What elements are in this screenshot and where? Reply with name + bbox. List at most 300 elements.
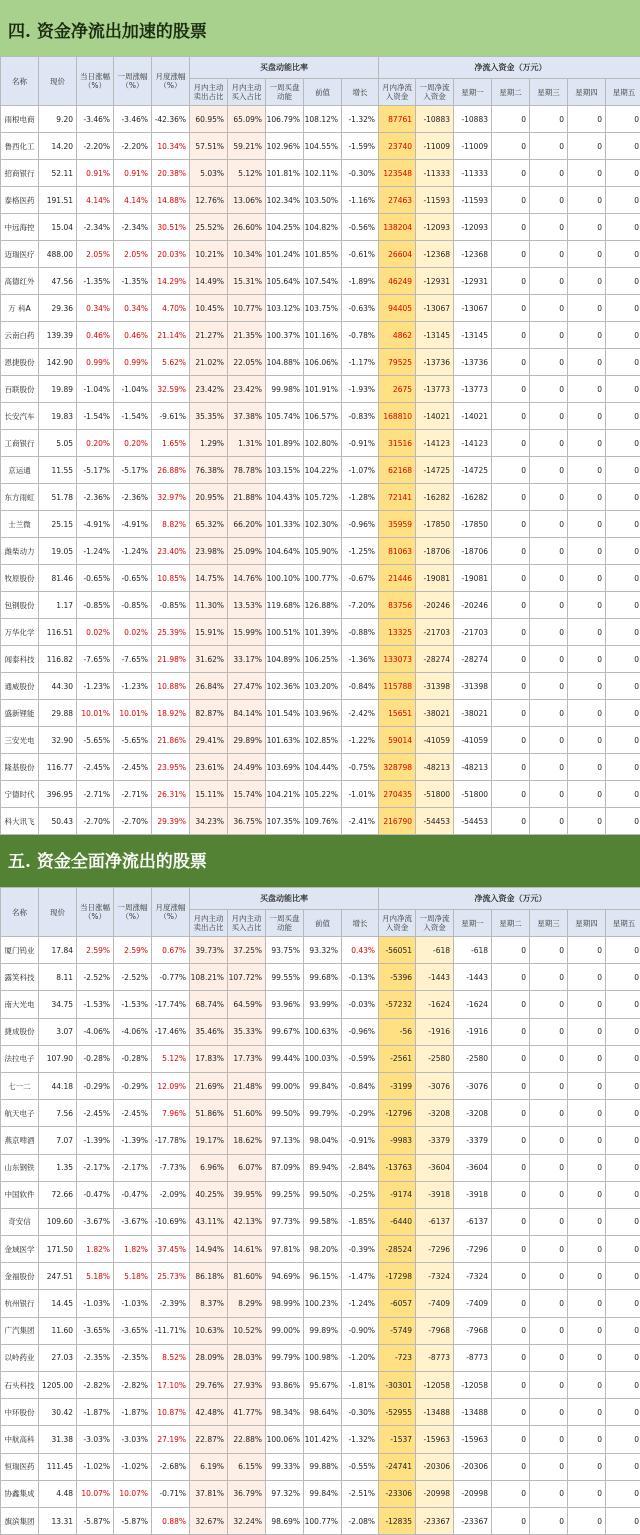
cell-week-buy-power: 99.79%: [266, 1344, 304, 1371]
table-row: [1, 538, 640, 565]
cell-month-change: 7.96%: [152, 1100, 190, 1127]
cell-wed: 0: [530, 1018, 568, 1045]
cell-name: 协鑫集成: [1, 1480, 39, 1507]
cell-name: 包钢股份: [1, 592, 39, 619]
cell-fri: 0: [606, 241, 640, 268]
cell-name: 石头科技: [1, 1372, 39, 1399]
cell-price: 17.84: [39, 937, 77, 964]
header-month-net: 月内净流入资金: [379, 910, 416, 937]
cell-week-net: -11009: [416, 133, 454, 160]
cell-tue: 0: [492, 937, 530, 964]
cell-thu: 0: [568, 457, 606, 484]
table-row: [1, 700, 640, 727]
cell-month-buy-ratio: 6.15%: [228, 1453, 266, 1480]
cell-name: 通威股份: [1, 673, 39, 700]
table-row: [1, 1317, 640, 1344]
cell-month-change: -0.77%: [152, 964, 190, 991]
cell-week-net: -3604: [416, 1154, 454, 1181]
cell-prev-value: 99.50%: [304, 1181, 342, 1208]
cell-thu: 0: [568, 430, 606, 457]
cell-week-change: -1.35%: [114, 268, 152, 295]
cell-month-buy-ratio: 107.72%: [228, 964, 266, 991]
cell-day-change: 2.05%: [77, 241, 114, 268]
cell-week-buy-power: 99.50%: [266, 1100, 304, 1127]
cell-fri: 0: [606, 349, 640, 376]
cell-month-change: 23.95%: [152, 754, 190, 781]
cell-day-change: 0.46%: [77, 322, 114, 349]
cell-growth: -0.84%: [342, 1072, 379, 1099]
cell-day-change: -3.03%: [77, 1426, 114, 1453]
cell-mon: -21703: [454, 619, 492, 646]
cell-month-sell-ratio: 10.21%: [190, 241, 228, 268]
cell-price: 247.51: [39, 1263, 77, 1290]
cell-mon: -19081: [454, 565, 492, 592]
cell-week-change: 0.46%: [114, 322, 152, 349]
cell-growth: -0.75%: [342, 754, 379, 781]
cell-day-change: -0.29%: [77, 1072, 114, 1099]
cell-mon: -11593: [454, 187, 492, 214]
cell-thu: 0: [568, 1399, 606, 1426]
cell-month-buy-ratio: 21.48%: [228, 1072, 266, 1099]
cell-month-sell-ratio: 31.62%: [190, 646, 228, 673]
cell-month-buy-ratio: 14.76%: [228, 565, 266, 592]
table-row: [1, 1236, 640, 1263]
cell-mon: -7296: [454, 1236, 492, 1263]
cell-month-sell-ratio: 39.73%: [190, 937, 228, 964]
cell-fri: 0: [606, 700, 640, 727]
cell-month-buy-ratio: 37.38%: [228, 403, 266, 430]
cell-mon: -8773: [454, 1344, 492, 1371]
cell-week-net: -20998: [416, 1480, 454, 1507]
cell-week-net: -7324: [416, 1263, 454, 1290]
cell-month-buy-ratio: 21.35%: [228, 322, 266, 349]
cell-month-net: 133073: [379, 646, 416, 673]
cell-month-net: -5749: [379, 1317, 416, 1344]
cell-month-sell-ratio: 14.49%: [190, 268, 228, 295]
cell-mon: -28274: [454, 646, 492, 673]
cell-week-change: -3.65%: [114, 1317, 152, 1344]
cell-month-buy-ratio: 1.31%: [228, 430, 266, 457]
cell-week-buy-power: 99.98%: [266, 376, 304, 403]
cell-prev-value: 102.85%: [304, 727, 342, 754]
cell-name: 长安汽车: [1, 403, 39, 430]
cell-thu: 0: [568, 349, 606, 376]
cell-day-change: -5.65%: [77, 727, 114, 754]
cell-day-change: -3.65%: [77, 1317, 114, 1344]
cell-mon: -3918: [454, 1181, 492, 1208]
cell-wed: 0: [530, 964, 568, 991]
cell-week-change: 4.14%: [114, 187, 152, 214]
cell-name: 中远海控: [1, 214, 39, 241]
cell-month-net: 81063: [379, 538, 416, 565]
cell-prev-value: 95.67%: [304, 1372, 342, 1399]
cell-week-net: -11333: [416, 160, 454, 187]
cell-name: 工商银行: [1, 430, 39, 457]
table-row: [1, 727, 640, 754]
cell-mon: -7324: [454, 1263, 492, 1290]
cell-month-net: -12796: [379, 1100, 416, 1127]
cell-week-change: -0.85%: [114, 592, 152, 619]
cell-month-net: -13763: [379, 1154, 416, 1181]
cell-price: 50.43: [39, 808, 77, 835]
header-month-change: 月度涨幅（%）: [152, 57, 190, 106]
cell-week-buy-power: 99.55%: [266, 964, 304, 991]
cell-name: 燕京啤酒: [1, 1127, 39, 1154]
cell-thu: 0: [568, 964, 606, 991]
cell-day-change: -7.65%: [77, 646, 114, 673]
cell-day-change: -4.91%: [77, 511, 114, 538]
cell-month-change: -17.78%: [152, 1127, 190, 1154]
cell-week-net: -54453: [416, 808, 454, 835]
cell-growth: -1.20%: [342, 1344, 379, 1371]
cell-mon: -11333: [454, 160, 492, 187]
header-day-change: 当日涨幅（%）: [77, 888, 114, 937]
table-row: [1, 754, 640, 781]
cell-thu: 0: [568, 1426, 606, 1453]
cell-price: 29.88: [39, 700, 77, 727]
header-month-sell: 月内主动卖出占比: [190, 910, 228, 937]
cell-thu: 0: [568, 754, 606, 781]
cell-growth: -0.59%: [342, 1045, 379, 1072]
header-name: 名称: [1, 57, 39, 106]
cell-day-change: -1.04%: [77, 376, 114, 403]
cell-price: 7.56: [39, 1100, 77, 1127]
cell-price: 19.89: [39, 376, 77, 403]
cell-prev-value: 93.99%: [304, 991, 342, 1018]
table-row: [1, 187, 640, 214]
cell-month-net: 46249: [379, 268, 416, 295]
cell-month-buy-ratio: 33.17%: [228, 646, 266, 673]
cell-price: 14.20: [39, 133, 77, 160]
cell-month-net: -56051: [379, 937, 416, 964]
cell-week-change: -1.23%: [114, 673, 152, 700]
cell-thu: 0: [568, 106, 606, 133]
cell-day-change: 0.91%: [77, 160, 114, 187]
cell-prev-value: 101.91%: [304, 376, 342, 403]
cell-wed: 0: [530, 133, 568, 160]
cell-fri: 0: [606, 268, 640, 295]
cell-week-net: -3076: [416, 1072, 454, 1099]
cell-prev-value: 98.04%: [304, 1127, 342, 1154]
cell-thu: 0: [568, 592, 606, 619]
cell-month-buy-ratio: 8.29%: [228, 1290, 266, 1317]
cell-month-buy-ratio: 32.24%: [228, 1507, 266, 1534]
cell-month-buy-ratio: 18.62%: [228, 1127, 266, 1154]
cell-mon: -6137: [454, 1208, 492, 1235]
cell-week-buy-power: 100.06%: [266, 1426, 304, 1453]
cell-month-net: 13325: [379, 619, 416, 646]
cell-month-net: 35959: [379, 511, 416, 538]
table-row: [1, 1426, 640, 1453]
cell-week-buy-power: 104.25%: [266, 214, 304, 241]
cell-price: 11.55: [39, 457, 77, 484]
cell-week-change: -0.28%: [114, 1045, 152, 1072]
cell-growth: -0.13%: [342, 964, 379, 991]
cell-fri: 0: [606, 187, 640, 214]
cell-month-net: -12835: [379, 1507, 416, 1534]
cell-name: 百联股份: [1, 376, 39, 403]
cell-prev-value: 99.79%: [304, 1100, 342, 1127]
cell-thu: 0: [568, 727, 606, 754]
cell-thu: 0: [568, 322, 606, 349]
cell-month-net: 4862: [379, 322, 416, 349]
table-row: [1, 1208, 640, 1235]
cell-month-buy-ratio: 6.07%: [228, 1154, 266, 1181]
cell-name: 东方雨虹: [1, 484, 39, 511]
cell-week-buy-power: 98.99%: [266, 1290, 304, 1317]
cell-thu: 0: [568, 1127, 606, 1154]
header-fri: 星期五: [606, 910, 640, 937]
cell-prev-value: 89.94%: [304, 1154, 342, 1181]
cell-growth: -1.81%: [342, 1372, 379, 1399]
cell-name: 恩捷股份: [1, 349, 39, 376]
cell-week-net: -31398: [416, 673, 454, 700]
cell-name: 盛新锂能: [1, 700, 39, 727]
cell-prev-value: 103.96%: [304, 700, 342, 727]
cell-tue: 0: [492, 322, 530, 349]
cell-tue: 0: [492, 133, 530, 160]
cell-prev-value: 100.98%: [304, 1344, 342, 1371]
cell-day-change: -1.02%: [77, 1453, 114, 1480]
cell-week-change: 0.91%: [114, 160, 152, 187]
cell-week-net: -14123: [416, 430, 454, 457]
cell-month-buy-ratio: 14.61%: [228, 1236, 266, 1263]
cell-week-buy-power: 87.09%: [266, 1154, 304, 1181]
cell-tue: 0: [492, 1317, 530, 1344]
cell-prev-value: 98.64%: [304, 1399, 342, 1426]
cell-mon: -12058: [454, 1372, 492, 1399]
cell-price: 116.82: [39, 646, 77, 673]
cell-wed: 0: [530, 430, 568, 457]
cell-thu: 0: [568, 403, 606, 430]
cell-fri: 0: [606, 538, 640, 565]
header-week-net: 一周净流入资金: [416, 79, 454, 106]
cell-month-net: -723: [379, 1344, 416, 1371]
cell-growth: -1.47%: [342, 1263, 379, 1290]
cell-month-change: 10.87%: [152, 1399, 190, 1426]
cell-fri: 0: [606, 322, 640, 349]
cell-month-net: 23740: [379, 133, 416, 160]
cell-day-change: -2.70%: [77, 808, 114, 835]
header-thu: 星期四: [568, 910, 606, 937]
cell-week-net: -7409: [416, 1290, 454, 1317]
cell-growth: -1.85%: [342, 1208, 379, 1235]
cell-tue: 0: [492, 1290, 530, 1317]
cell-day-change: 0.99%: [77, 349, 114, 376]
header-net-group: 净流入资金（万元）: [379, 888, 640, 910]
table-row: [1, 133, 640, 160]
header-week-change: 一周涨幅（%）: [114, 888, 152, 937]
table-row: [1, 1344, 640, 1371]
cell-growth: -0.83%: [342, 403, 379, 430]
cell-name: 牧原股份: [1, 565, 39, 592]
cell-week-net: -21703: [416, 619, 454, 646]
cell-day-change: -0.65%: [77, 565, 114, 592]
cell-wed: 0: [530, 403, 568, 430]
cell-week-change: 0.20%: [114, 430, 152, 457]
cell-day-change: 1.82%: [77, 1236, 114, 1263]
cell-week-buy-power: 101.33%: [266, 511, 304, 538]
cell-month-buy-ratio: 21.88%: [228, 484, 266, 511]
cell-wed: 0: [530, 241, 568, 268]
cell-month-buy-ratio: 81.60%: [228, 1263, 266, 1290]
cell-wed: 0: [530, 1127, 568, 1154]
cell-week-change: -5.17%: [114, 457, 152, 484]
table-row: [1, 991, 640, 1018]
cell-week-net: -17850: [416, 511, 454, 538]
cell-tue: 0: [492, 1453, 530, 1480]
cell-week-net: -20246: [416, 592, 454, 619]
cell-wed: 0: [530, 1480, 568, 1507]
cell-week-buy-power: 99.67%: [266, 1018, 304, 1045]
cell-tue: 0: [492, 1399, 530, 1426]
table-row: [1, 295, 640, 322]
cell-month-sell-ratio: 15.91%: [190, 619, 228, 646]
cell-month-change: -17.46%: [152, 1018, 190, 1045]
cell-thu: 0: [568, 1453, 606, 1480]
cell-name: 厦门钨业: [1, 937, 39, 964]
cell-month-net: -6057: [379, 1290, 416, 1317]
cell-week-net: -618: [416, 937, 454, 964]
cell-fri: 0: [606, 295, 640, 322]
cell-wed: 0: [530, 991, 568, 1018]
cell-month-change: 12.09%: [152, 1072, 190, 1099]
cell-week-net: -13067: [416, 295, 454, 322]
cell-mon: -7968: [454, 1317, 492, 1344]
cell-fri: 0: [606, 1426, 640, 1453]
cell-day-change: 4.14%: [77, 187, 114, 214]
cell-week-change: -2.35%: [114, 1344, 152, 1371]
cell-mon: -618: [454, 937, 492, 964]
header-tue: 星期二: [492, 79, 530, 106]
cell-week-change: -2.20%: [114, 133, 152, 160]
cell-month-sell-ratio: 6.19%: [190, 1453, 228, 1480]
header-month-sell: 月内主动卖出占比: [190, 79, 228, 106]
cell-month-sell-ratio: 10.63%: [190, 1317, 228, 1344]
cell-mon: -41059: [454, 727, 492, 754]
cell-week-change: 0.99%: [114, 349, 152, 376]
cell-month-net: -9174: [379, 1181, 416, 1208]
cell-price: 44.18: [39, 1072, 77, 1099]
cell-week-buy-power: 100.10%: [266, 565, 304, 592]
section-title: 四. 资金净流出加速的股票: [0, 0, 640, 56]
cell-wed: 0: [530, 1507, 568, 1534]
cell-month-net: 2675: [379, 376, 416, 403]
cell-day-change: -2.35%: [77, 1344, 114, 1371]
cell-month-change: 14.29%: [152, 268, 190, 295]
cell-name: 万华化学: [1, 619, 39, 646]
cell-fri: 0: [606, 1208, 640, 1235]
cell-name: 恒瑞医药: [1, 1453, 39, 1480]
cell-week-change: 0.02%: [114, 619, 152, 646]
cell-mon: -12093: [454, 214, 492, 241]
header-buy-group: 买盘动能比率: [190, 888, 379, 910]
cell-month-buy-ratio: 65.09%: [228, 106, 266, 133]
header-week-change: 一周涨幅（%）: [114, 57, 152, 106]
cell-prev-value: 98.20%: [304, 1236, 342, 1263]
cell-mon: -13773: [454, 376, 492, 403]
cell-month-change: 30.51%: [152, 214, 190, 241]
cell-price: 171.50: [39, 1236, 77, 1263]
cell-month-buy-ratio: 22.88%: [228, 1426, 266, 1453]
cell-growth: -0.03%: [342, 991, 379, 1018]
cell-growth: -2.84%: [342, 1154, 379, 1181]
cell-growth: -0.84%: [342, 673, 379, 700]
cell-week-change: -1.04%: [114, 376, 152, 403]
cell-month-sell-ratio: 19.17%: [190, 1127, 228, 1154]
cell-week-change: -1.54%: [114, 403, 152, 430]
table-row: [1, 1181, 640, 1208]
cell-week-change: -5.87%: [114, 1507, 152, 1534]
cell-tue: 0: [492, 376, 530, 403]
cell-week-change: -4.06%: [114, 1018, 152, 1045]
cell-name: 杭州银行: [1, 1290, 39, 1317]
cell-week-buy-power: 102.96%: [266, 133, 304, 160]
header-fri: 星期五: [606, 79, 640, 106]
cell-wed: 0: [530, 1263, 568, 1290]
cell-thu: 0: [568, 295, 606, 322]
cell-prev-value: 101.16%: [304, 322, 342, 349]
cell-prev-value: 103.75%: [304, 295, 342, 322]
cell-fri: 0: [606, 1263, 640, 1290]
cell-wed: 0: [530, 700, 568, 727]
cell-month-sell-ratio: 12.76%: [190, 187, 228, 214]
cell-month-net: 83756: [379, 592, 416, 619]
cell-tue: 0: [492, 1072, 530, 1099]
cell-fri: 0: [606, 133, 640, 160]
cell-wed: 0: [530, 1236, 568, 1263]
cell-month-change: 14.88%: [152, 187, 190, 214]
cell-week-buy-power: 104.43%: [266, 484, 304, 511]
cell-growth: -1.32%: [342, 106, 379, 133]
cell-week-buy-power: 99.33%: [266, 1453, 304, 1480]
cell-month-net: 115788: [379, 673, 416, 700]
cell-tue: 0: [492, 1480, 530, 1507]
cell-growth: -1.17%: [342, 349, 379, 376]
cell-tue: 0: [492, 754, 530, 781]
cell-month-sell-ratio: 43.11%: [190, 1208, 228, 1235]
cell-week-net: -10883: [416, 106, 454, 133]
cell-growth: -0.63%: [342, 295, 379, 322]
cell-price: 116.51: [39, 619, 77, 646]
cell-month-buy-ratio: 24.49%: [228, 754, 266, 781]
cell-day-change: -1.87%: [77, 1399, 114, 1426]
cell-thu: 0: [568, 268, 606, 295]
cell-mon: -2580: [454, 1045, 492, 1072]
cell-growth: -2.51%: [342, 1480, 379, 1507]
table-row: [1, 1018, 640, 1045]
cell-week-buy-power: 104.21%: [266, 781, 304, 808]
cell-month-net: -3199: [379, 1072, 416, 1099]
cell-thu: 0: [568, 187, 606, 214]
table-row: [1, 241, 640, 268]
cell-mon: -54453: [454, 808, 492, 835]
table-body: [1, 937, 640, 1535]
cell-week-net: -51800: [416, 781, 454, 808]
cell-fri: 0: [606, 1072, 640, 1099]
cell-month-buy-ratio: 10.52%: [228, 1317, 266, 1344]
cell-fri: 0: [606, 592, 640, 619]
cell-thu: 0: [568, 565, 606, 592]
cell-prev-value: 99.84%: [304, 1480, 342, 1507]
cell-wed: 0: [530, 484, 568, 511]
cell-tue: 0: [492, 187, 530, 214]
cell-week-net: -19081: [416, 565, 454, 592]
cell-week-net: -18706: [416, 538, 454, 565]
cell-fri: 0: [606, 1045, 640, 1072]
cell-growth: -0.96%: [342, 1018, 379, 1045]
cell-prev-value: 106.57%: [304, 403, 342, 430]
